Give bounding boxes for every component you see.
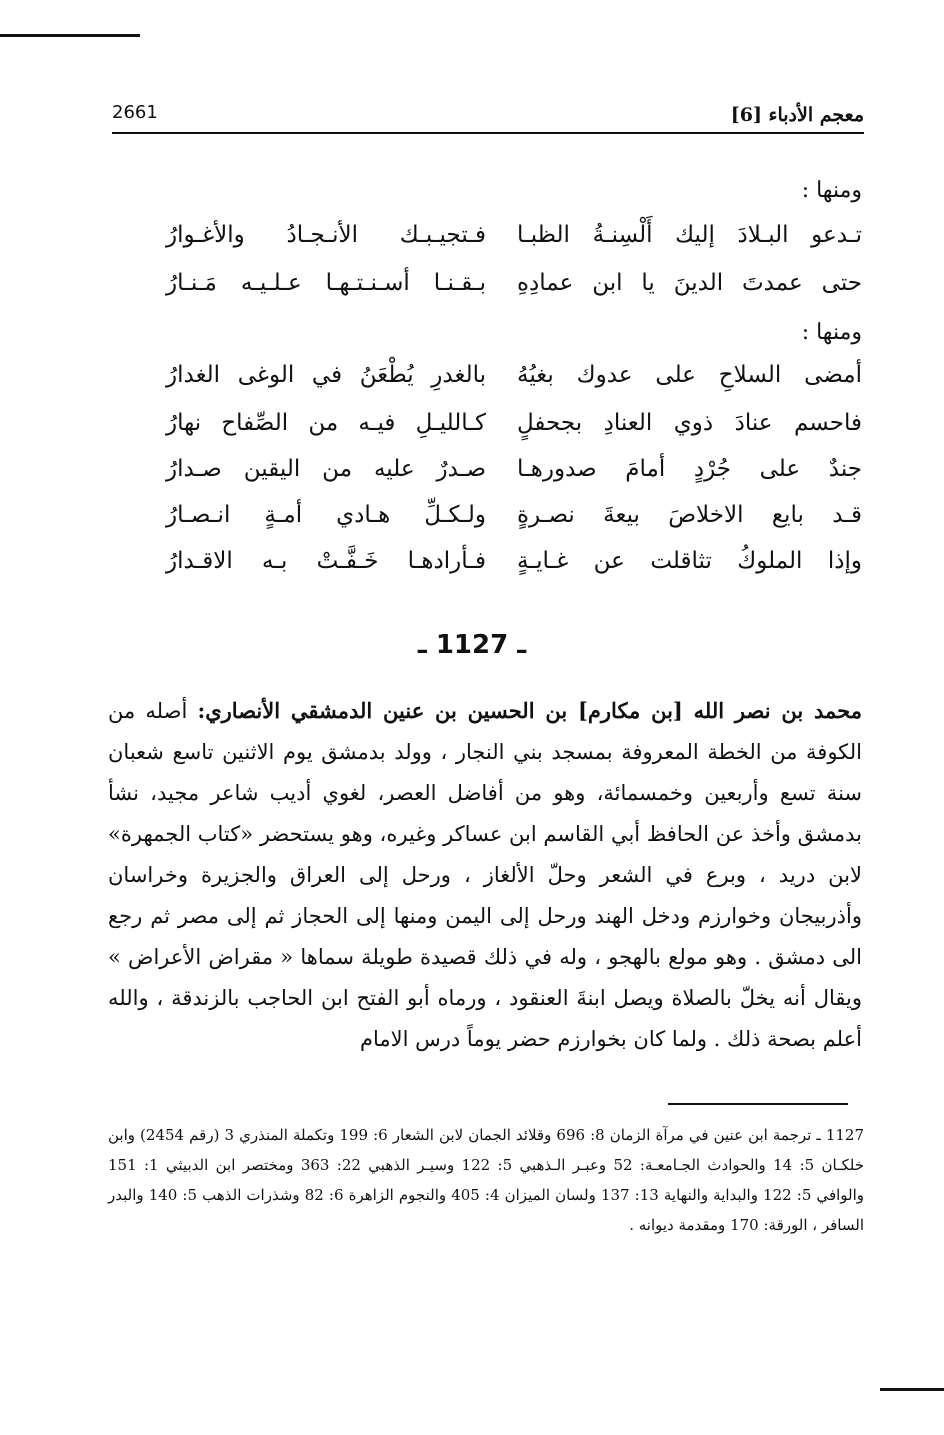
verse [110, 502, 862, 542]
verse [110, 362, 862, 402]
verse-first-hemistich: أمضى السلاحِ على عدوك بغيُهُ [517, 362, 862, 388]
scan-edge-top [0, 34, 140, 37]
biography-text [108, 690, 862, 1060]
verse-second-hemistich: كـالليـلِ فيـه من الصِّفاح نهارُ [166, 410, 486, 436]
verse-first-hemistich: جندٌ على جُرْدٍ أمامَ صدورهـا [517, 456, 862, 482]
verse-first-hemistich: قـد بايع الاخلاصَ بيعةَ نصـرةٍ [517, 502, 862, 528]
footnote: 1127 ـ ترجمة ابن عنين في مرآة الزمان 8: 696 وقلائد الجمان لابن الشعار 6: 199 وتكملة المنذري 3 (رقم 2454) وابن خلكـان 5: 14 والحوادث الجـامعـة: 52 وعبـر الـذهبي 5: 122 وسيـر الذهبي 22: 363 ومختصر ابن الدبيثي 1: 151 والوافي 5: 122 والبداية والنهاية 13: 137 ولسان الميزان 4: 405 والنجوم الزاهرة 6: 82 وشذرات الذهب 5: 140 والبدر السافر ، الورقة: 170 ومقدمة ديوانه . [108, 1126, 865, 1234]
page-number: 2661 [112, 102, 158, 123]
poem-intro-1: ومنها : [801, 178, 862, 203]
verse [110, 548, 862, 588]
verse [110, 410, 862, 450]
footnote-rule [668, 1103, 848, 1105]
verse-second-hemistich: بالغدرِ يُطْعَنُ في الوغى الغدارُ [166, 362, 486, 388]
header-rule [112, 132, 864, 134]
verse [110, 270, 862, 310]
verse-first-hemistich: حتى عمدتَ الدينَ يا ابن عمادِهِ [517, 270, 862, 296]
verse-first-hemistich: وإذا الملوكُ تثاقلت عن غـايـةٍ [517, 548, 862, 574]
verse [110, 456, 862, 496]
running-title: معجم الأدباء [6] [730, 104, 864, 126]
verse-second-hemistich: فـأرادهـا خَـفَّـتْ بـه الاقـدارُ [166, 548, 486, 574]
verse-second-hemistich: ولـكـلِّ هـادي أمـةٍ انـصـارُ [166, 502, 486, 528]
verse-first-hemistich: فاحسم عنادَ ذوي العنادِ بجحفلٍ [517, 410, 862, 436]
biography-body: أصله من الكوفة من الخطة المعروفة بمسجد بني النجار ، وولد بدمشق يوم الاثنين تاسع شعبان سنة تسع وأربعين وخمسمائة، وهو من أفاضل العصر، لغوي أديب شاعر مجيد، نشأ بدمشق وأخذ عن الحافظ أبي القاسم ابن عساكر وغيره، وهو يستحضر «كتاب الجمهرة» لابن دريد ، وبرع في الشعر وحلّ الألغاز ، ورحل إلى العراق والجزيرة وخراسان وأذربيجان وخوارزم ودخل الهند ورحل إلى اليمن ومنها إلى الحجاز ثم إلى مصر ثم رجع الى دمشق . وهو مولع بالهجو ، وله في ذلك قصيدة طويلة سماها « مقراض الأعراض » ويقال أنه يخلّ بالصلاة ويصل ابنةَ العنقود ، ورماه أبو الفتح ابن الحاجب بالزندقة ، والله أعلم بصحة ذلك . ولما كان بخوارزم حضر يوماً درس الامام [108, 699, 862, 1051]
verse-second-hemistich: فـتجيـبـك الأنـجـادُ والأغـوارُ [166, 222, 486, 248]
verse-second-hemistich: بـقـنـا أسـنـتـهـا عـلـيـه مَـنـارُ [166, 270, 486, 296]
verse-second-hemistich: صـدرٌ عليه من اليقين صـدارُ [166, 456, 486, 482]
verse-first-hemistich: تـدعو البـلادَ إليك أَلْسِنـةُ الظبـا [517, 222, 862, 248]
subject-name: محمد بن نصر الله [بن مكارم] بن الحسين بن عنين الدمشقي الأنصاري: [197, 698, 862, 723]
verse [110, 222, 862, 262]
scan-edge-bottom [880, 1388, 944, 1391]
poem-intro-2: ومنها : [801, 320, 862, 345]
entry-number: ـ 1127 ـ [417, 630, 527, 660]
